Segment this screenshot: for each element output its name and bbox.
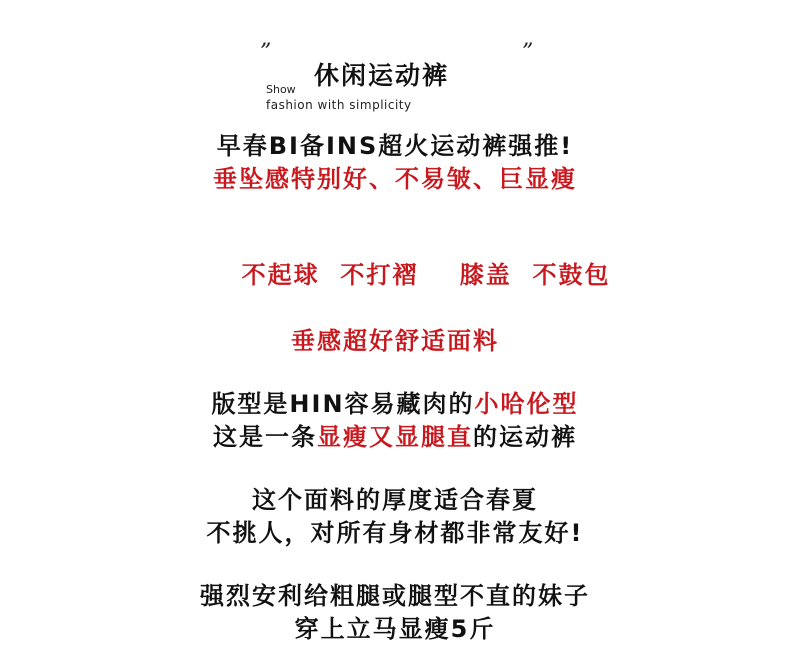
text-line — [0, 163, 790, 196]
text-segment: 不挑人，对所有身材都非常友好! — [206, 519, 584, 547]
description-block — [0, 484, 790, 550]
text-line — [0, 421, 790, 454]
text-line — [0, 580, 790, 613]
highlight-segment: 不起球 不打褶 膝盖 不鼓包 — [241, 261, 611, 289]
text-line — [0, 226, 790, 325]
page-title: 休闲运动裤 — [314, 61, 450, 90]
text-segment: 强烈安利给粗腿或腿型不直的妹子 — [200, 582, 590, 610]
text-segment: 这个面料的厚度适合春夏 — [252, 486, 538, 514]
text-segment: 版型是HIN容易藏肉的 — [211, 390, 475, 418]
close-quote-mark: ” — [522, 40, 534, 65]
text-line — [0, 517, 790, 550]
highlight-segment: 垂坠感特别好、不易皱、巨显瘦 — [213, 165, 577, 193]
text-segment: 这是一条 — [213, 423, 317, 451]
description-block — [0, 130, 790, 196]
description-block — [0, 388, 790, 454]
text-line — [0, 130, 790, 163]
highlight-segment: 显瘦又显腿直 — [317, 423, 473, 451]
text-line — [0, 484, 790, 517]
text-line — [0, 325, 790, 358]
text-segment: 的运动裤 — [473, 423, 577, 451]
text-line — [0, 388, 790, 421]
description-text — [0, 130, 790, 646]
description-block — [0, 226, 790, 358]
text-segment: 穿上立马显瘦5斤 — [294, 615, 496, 643]
highlight-segment: 小哈伦型 — [474, 390, 579, 418]
text-line — [0, 613, 790, 646]
highlight-segment: 垂感超好舒适面料 — [291, 327, 499, 355]
show-label: Show — [266, 83, 296, 96]
header — [0, 0, 790, 130]
text-segment: 早春BI备INS超火运动裤强推! — [216, 132, 574, 160]
description-block — [0, 580, 790, 646]
subtitle: fashion with simplicity — [266, 98, 412, 112]
open-quote-mark: ” — [260, 40, 272, 65]
